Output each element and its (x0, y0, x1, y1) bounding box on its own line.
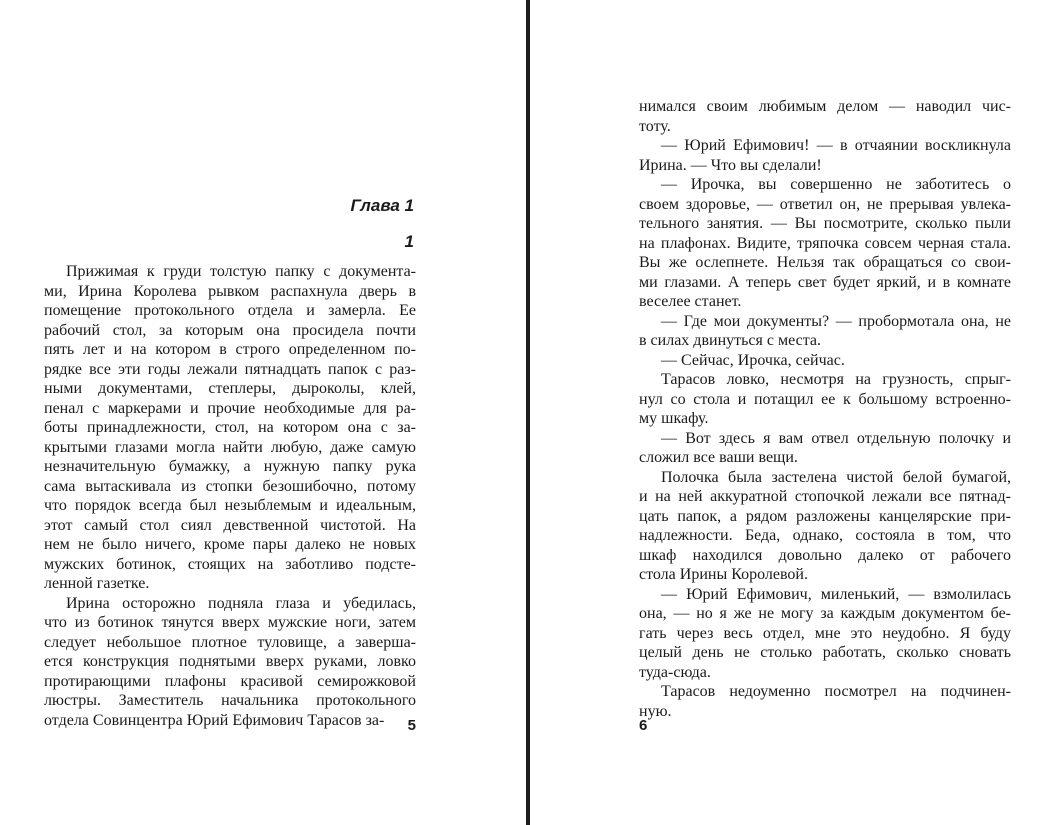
paragraph (44, 594, 416, 731)
text-line: ми, Ирина Королева рывком распахнула дверь в (44, 282, 416, 300)
text-line: сама вытаскивала из стопки безошибочно, потому (44, 477, 416, 495)
text-line: — Ирочка, вы совершенно не заботитесь о (661, 176, 1011, 193)
text-line: — Юрий Ефимович! — в отчаянии воскликнула (661, 137, 1011, 154)
left-page-text (44, 262, 416, 730)
text-line: следует небольшое плотное туловище, а заверша- (44, 633, 416, 651)
text-line: рабочий стол, за которым она просидела почти (44, 321, 416, 339)
paragraph (639, 370, 1011, 429)
paragraph (639, 682, 1011, 721)
paragraph (639, 585, 1011, 683)
paragraph (639, 351, 1011, 371)
right-page (531, 0, 1056, 825)
chapter-title: Глава 1 (350, 196, 414, 215)
paragraph (639, 468, 1011, 585)
paragraph (639, 136, 1011, 175)
paragraph (44, 262, 416, 594)
text-line: Тарасов ловко, несмотря на грузность, спрыг- (661, 371, 1011, 388)
text-line: Вы же ослепнете. Нельзя так обращаться со свои- (639, 254, 1011, 271)
text-line: — Юрий Ефимович, миленький, — взмолилась (661, 585, 1011, 603)
paragraph (639, 312, 1011, 351)
paragraph (639, 97, 1011, 136)
left-page (0, 0, 525, 825)
text-line: отдела Совинцентра Юрий Ефимович Тарасов за- (44, 711, 385, 729)
text-line: ную. (639, 702, 672, 720)
text-line: целый день не столько работать, сколько сновать (639, 644, 1011, 661)
paragraph (639, 429, 1011, 468)
text-line: рядке все эти годы лежали пятнадцать папок с раз- (44, 360, 416, 378)
text-line: протирающими плафоны красивой семирожковой (44, 672, 416, 690)
text-line: что из ботинок тянутся вверх мужские ноги, затем (44, 614, 416, 631)
text-line: на плафонах. Видите, тряпочка совсем черная стала. (639, 234, 1011, 252)
text-line: крытыми глазами могла найти любую, даже самую (44, 438, 416, 456)
text-line: цать папок, а рядом разложены канцелярские при- (639, 507, 1011, 525)
text-line: этот самый стол сиял девственной чистотой. На (44, 516, 416, 534)
text-line: Ирина. — Что вы сделали! (639, 156, 822, 174)
text-line: мужских ботинок, стоящих на заботливо подсте- (44, 555, 416, 573)
text-line: ется конструкция поднятыми вверх руками, ловко (44, 653, 416, 670)
text-line: она, — но я же не могу за каждым документом бе- (639, 605, 1011, 622)
text-line: гать через весь отдел, мне это неудобно. Я буду (639, 624, 1011, 642)
page-number-left: 5 (407, 717, 416, 734)
text-line: нимался своим любимым делом — наводил чис- (639, 98, 1011, 115)
text-line: — Вот здесь я вам отвел отдельную полочку и (661, 429, 1011, 447)
text-line: ми глазами. А теперь свет будет яркий, и в комнате (639, 273, 1011, 291)
text-line: нул со стола и потащил ее к большому встроенно- (639, 390, 1011, 408)
text-line: Полочка была застелена чистой белой бумагой, (661, 468, 1011, 486)
text-line: тельного занятия. — Вы посмотрите, сколько пыли (639, 215, 1011, 232)
text-line: пенал с маркерами и прочие необходимые для ра- (44, 399, 416, 417)
text-line: Прижимая к груди толстую папку с документа- (66, 263, 416, 280)
text-line: сложил все ваши вещи. (639, 449, 798, 466)
text-line: ленной газетке. (44, 575, 150, 592)
right-page-text (639, 97, 1011, 721)
text-line: что порядок всегда был незыблемым и идеальным, (44, 497, 416, 514)
text-line: стола Ирины Королевой. (639, 566, 808, 583)
text-line: Ирина осторожно подняла глаза и убедилась, (66, 594, 416, 612)
text-line: — Где мои документы? — пробормотала она, не (661, 312, 1011, 330)
text-line: Тарасов недоуменно посмотрел на подчинен- (661, 683, 1011, 700)
page-number-right: 6 (639, 717, 648, 734)
text-line: пять лет и на котором в строго определенном по- (44, 341, 416, 358)
text-line: незначительную бумажку, а нужную папку рука (44, 458, 416, 475)
book-spine (526, 0, 530, 825)
text-line: — Сейчас, Ирочка, сейчас. (661, 351, 845, 369)
section-number: 1 (404, 232, 414, 251)
text-line: в силах двинуться с места. (639, 332, 821, 349)
text-line: ными документами, степлеры, дыроколы, клей, (44, 380, 416, 397)
text-line: надлежности. Беда, однако, состояла в том, что (639, 527, 1011, 544)
paragraph (639, 175, 1011, 312)
text-line: нем не было ничего, кроме пары далеко не новых (44, 536, 416, 553)
text-line: и на ней аккуратной стопочкой лежали все пятнад- (639, 488, 1011, 505)
text-line: тоту. (639, 117, 671, 135)
text-line: люстры. Заместитель начальника протокольного (44, 692, 416, 709)
text-line: шкаф находился довольно далеко от рабочего (639, 546, 1011, 564)
text-line: боты принадлежности, стол, на котором она с за- (44, 419, 416, 436)
text-line: своем здоровье, — ответил он, не прерывая увлека- (639, 195, 1011, 213)
text-line: му шкафу. (639, 410, 709, 427)
text-line: помещение протокольного отдела и замерла. Ее (44, 302, 416, 319)
text-line: туда-сюда. (639, 663, 711, 681)
text-line: веселее станет. (639, 293, 742, 310)
